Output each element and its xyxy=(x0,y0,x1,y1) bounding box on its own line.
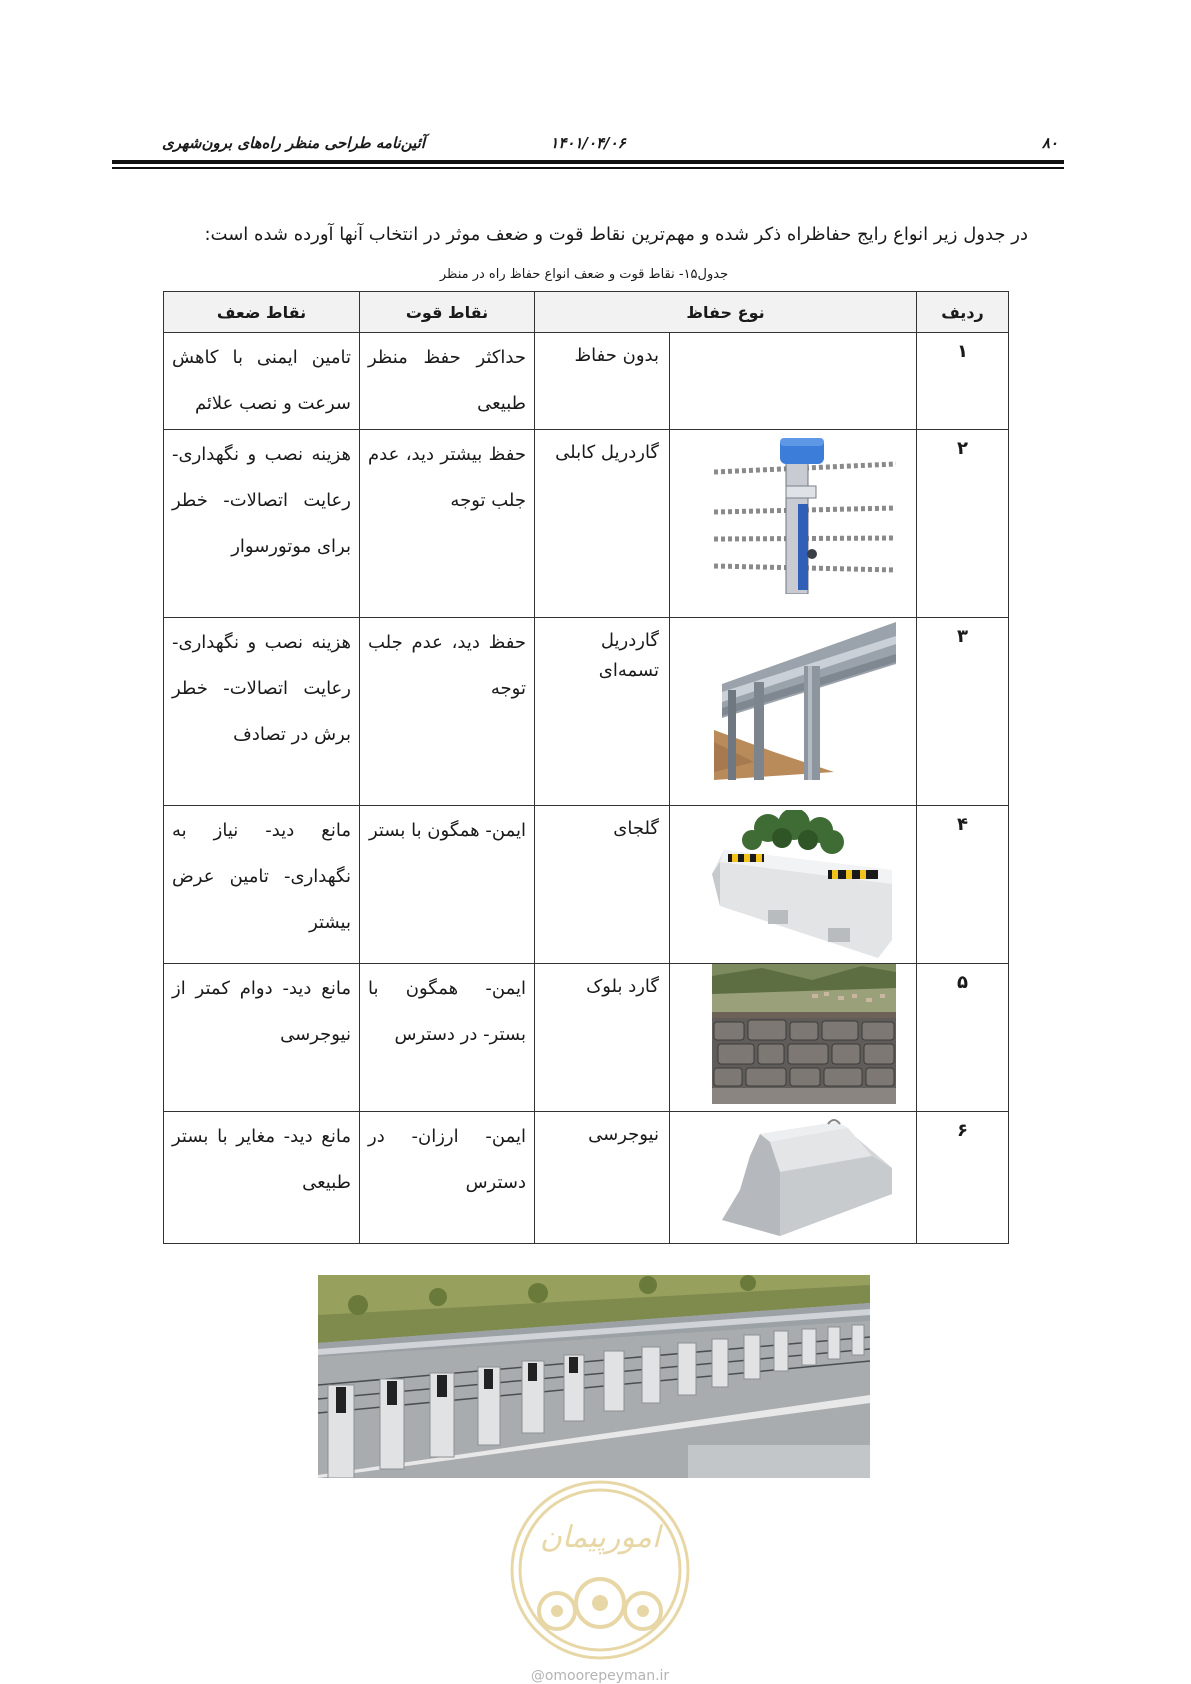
row-number: ۳ xyxy=(917,618,1009,806)
header-doc-title: آئین‌نامه طراحی منظر راه‌های برون‌شهری xyxy=(162,134,425,152)
barrier-image-cell xyxy=(670,430,917,618)
header-strengths: نقاط قوت xyxy=(360,292,535,333)
barrier-type-name: گارد بلوک xyxy=(535,964,670,1112)
cable-barrier-image xyxy=(714,434,896,594)
barrier-image-cell xyxy=(670,618,917,806)
roadside-barrier-photo xyxy=(318,1275,870,1478)
header-rule-thin xyxy=(112,167,1064,169)
barrier-image-cell xyxy=(670,964,917,1112)
weaknesses-text: مانع دید- دوام کمتر از نیوجرسی xyxy=(164,964,360,1112)
weaknesses-text: هزینه نصب و نگهداری- رعایت اتصالات- خطر برش در تصادف xyxy=(164,618,360,806)
page-number: ۸۰ xyxy=(1041,134,1058,152)
strengths-text: ایمن- همگون با بستر- در دسترس xyxy=(360,964,535,1112)
table-row xyxy=(164,964,1009,1112)
row-number: ۶ xyxy=(917,1112,1009,1244)
table-row xyxy=(164,806,1009,964)
w-beam-guardrail-image xyxy=(714,622,896,780)
strengths-text: ایمن- ارزان- در دسترس xyxy=(360,1112,535,1244)
barrier-image-cell xyxy=(670,806,917,964)
header-rule-thick xyxy=(112,160,1064,164)
barrier-image-cell xyxy=(670,333,917,430)
intro-paragraph: در جدول زیر انواع رایج حفاظراه ذکر شده و مهم‌ترین نقاط قوت و ضعف موثر در انتخاب آنها آورده شده است: xyxy=(204,224,1028,245)
barrier-image-cell xyxy=(670,1112,917,1244)
barrier-type-name: نیوجرسی xyxy=(535,1112,670,1244)
barrier-type-name: بدون حفاظ xyxy=(535,333,670,430)
page-header xyxy=(112,130,1064,156)
barrier-type-name: گاردریل کابلی xyxy=(535,430,670,618)
stamp-lettering: امورپیمان xyxy=(539,1520,661,1555)
omoorepeyman-stamp xyxy=(505,1475,695,1665)
barrier-type-name: گلجای xyxy=(535,806,670,964)
row-number: ۴ xyxy=(917,806,1009,964)
table-row xyxy=(164,430,1009,618)
table-header-row xyxy=(164,292,1009,333)
barrier-type-name: گاردریل تسمه‌ای xyxy=(535,618,670,806)
header-weaknesses: نقاط ضعف xyxy=(164,292,360,333)
header-barrier-type: نوع حفاظ xyxy=(535,292,917,333)
table-caption: جدول۱۵- نقاط قوت و ضعف انواع حفاظ راه در منظر xyxy=(439,267,729,282)
row-number: ۱ xyxy=(917,333,1009,430)
strengths-text: ایمن- همگون با بستر xyxy=(360,806,535,964)
row-number: ۲ xyxy=(917,430,1009,618)
weaknesses-text: تامین ایمنی با کاهش سرعت و نصب علائم xyxy=(164,333,360,430)
header-row-number: ردیف xyxy=(917,292,1009,333)
strengths-text: حداکثر حفظ منظر طبیعی xyxy=(360,333,535,430)
barrier-comparison-table xyxy=(163,291,1009,1244)
weaknesses-text: مانع دید- نیاز به نگهداری- تامین عرض بیشتر xyxy=(164,806,360,964)
table-row xyxy=(164,618,1009,806)
site-url-watermark: @omoorepeyman.ir xyxy=(530,1668,670,1684)
stone-block-wall-image xyxy=(712,964,896,1104)
planter-barrier-image xyxy=(708,810,896,958)
weaknesses-text: مانع دید- مغایر با بستر طبیعی xyxy=(164,1112,360,1244)
weaknesses-text: هزینه نصب و نگهداری- رعایت اتصالات- خطر برای موتورسوار xyxy=(164,430,360,618)
header-date: ۱۴۰۱/۰۴/۰۶ xyxy=(550,134,626,152)
table-row xyxy=(164,1112,1009,1244)
table-row xyxy=(164,333,1009,430)
new-jersey-barrier-image xyxy=(720,1116,896,1236)
row-number: ۵ xyxy=(917,964,1009,1112)
strengths-text: حفظ دید، عدم جلب توجه xyxy=(360,618,535,806)
strengths-text: حفظ بیشتر دید، عدم جلب توجه xyxy=(360,430,535,618)
